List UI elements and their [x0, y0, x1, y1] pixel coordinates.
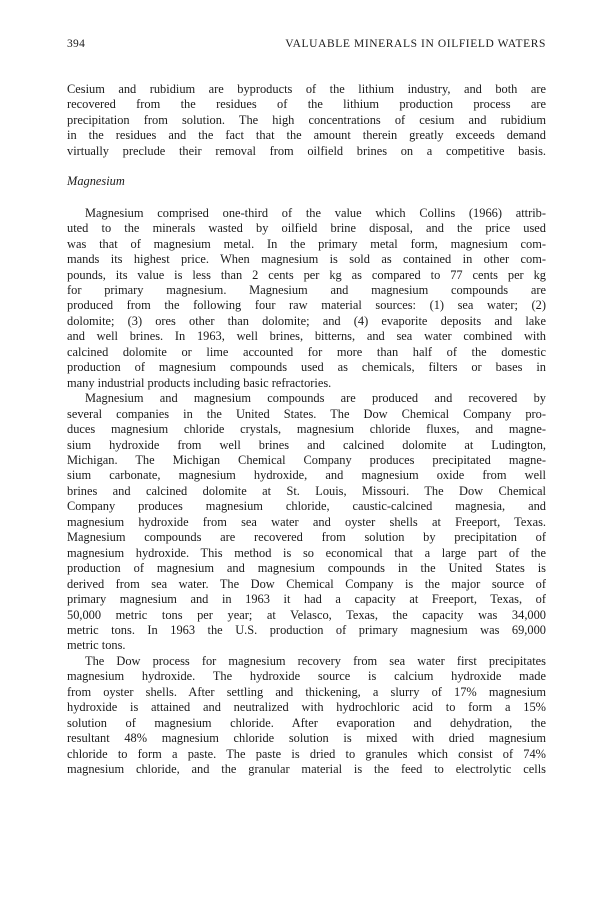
text-line: hydroxide is attained and neutralized with hydrochloric acid to form a 15%	[67, 700, 546, 715]
text-line: was that of magnesium metal. In the primary metal form, magnesium com-	[67, 236, 546, 251]
running-title: VALUABLE MINERALS IN OILFIELD WATERS	[285, 38, 546, 50]
text-line: Magnesium compounds are recovered from solution by precipitation of	[67, 530, 546, 545]
text-line: production of magnesium and magnesium compounds in the United States is	[67, 561, 546, 576]
text-line: metric tons.	[67, 638, 126, 653]
text-line: 50,000 metric tons per year; at Velasco, Texas, the capacity was 34,000	[67, 607, 546, 622]
text-line: chloride to form a paste. The paste is dried to granules which consist of 74%	[67, 746, 546, 761]
paragraph-cesium-rubidium	[67, 82, 546, 159]
text-line: magnesium chloride, and the granular material is the feed to electrolytic cells	[67, 762, 546, 777]
text-line: sium carbonate, magnesium hydroxide, and magnesium oxide from well	[67, 468, 546, 483]
text-line: pounds, its value is less than 2 cents per kg as compared to 77 cents per kg	[67, 267, 546, 282]
text-line: Cesium and rubidium are byproducts of the lithium industry, and both are	[67, 82, 546, 96]
text-line: Magnesium comprised one-third of the value which Collins (1966) attrib-	[85, 205, 546, 220]
text-line: precipitation from solution. The high concentrations of cesium and rubidium	[67, 112, 546, 127]
text-line: duces magnesium chloride crystals, magnesium chloride fluxes, and magne-	[67, 422, 546, 437]
text-line: from oyster shells. After settling and thickening, a slurry of 17% magnesium	[67, 684, 546, 699]
text-line: many industrial products including basic refractories.	[67, 375, 332, 390]
body-text	[67, 82, 546, 777]
text-line: sium hydroxide from well brines and calcined dolomite at Ludington,	[67, 437, 546, 452]
book-page	[67, 38, 546, 777]
paragraph-dow-process	[67, 654, 546, 778]
page-number: 394	[67, 38, 86, 50]
text-line: brines and calcined dolomite at St. Louis, Missouri. The Dow Chemical	[67, 483, 546, 498]
text-line: virtually preclude their removal from oilfield brines on a competitive basis.	[67, 143, 546, 158]
text-line: The Dow process for magnesium recovery from sea water first precipitates	[85, 653, 546, 668]
text-line: magnesium hydroxide. This method is so economical that a large part of the	[67, 545, 546, 560]
text-line: several companies in the United States. The Dow Chemical Company pro-	[67, 406, 546, 421]
text-line: resultant 48% magnesium chloride solution is mixed with dried magnesium	[67, 731, 546, 746]
text-line: produced from the following four raw material sources: (1) sea water; (2)	[67, 298, 546, 313]
text-line: mands its highest price. When magnesium is sold as contained in other com-	[67, 252, 546, 267]
text-line: primary magnesium and in 1963 it had a capacity at Freeport, Texas, of	[67, 592, 546, 607]
text-line: metric tons. In 1963 the U.S. production of primary magnesium was 69,000	[67, 622, 546, 637]
text-line: dolomite; (3) ores other than dolomite; and (4) evaporite deposits and lake	[67, 313, 546, 328]
text-line: in the residues and the fact that the amount therein greatly exceeds demand	[67, 128, 546, 143]
text-line: derived from sea water. The Dow Chemical Company is the major source of	[67, 576, 546, 591]
text-line: magnesium hydroxide from sea water and oyster shells at Freeport, Texas.	[67, 514, 546, 529]
paragraph-magnesium-producers	[67, 391, 546, 654]
paragraph-magnesium-value	[67, 206, 546, 391]
text-line: solution of magnesium chloride. After evaporation and dehydration, the	[67, 715, 546, 730]
page-header	[67, 38, 546, 54]
text-line: calcined dolomite or lime accounted for more than half of the domestic	[67, 344, 546, 359]
section-heading-magnesium: Magnesium	[67, 174, 125, 189]
text-line: and well brines. In 1963, well brines, bitterns, and sea water combined with	[67, 329, 546, 344]
text-line: Company produces magnesium chloride, caustic-calcined magnesia, and	[67, 499, 546, 514]
text-line: for primary magnesium. Magnesium and magnesium compounds are	[67, 282, 546, 297]
text-line: magnesium hydroxide. The hydroxide source is calcium hydroxide made	[67, 669, 546, 684]
text-line: production of magnesium compounds used as chemicals, filters or bases in	[67, 360, 546, 375]
text-line: uted to the minerals wasted by oilfield brine disposal, and the price used	[67, 221, 546, 236]
text-line: recovered from the residues of the lithium production process are	[67, 97, 546, 112]
text-line: Michigan. The Michigan Chemical Company produces precipitated magne-	[67, 452, 546, 467]
text-line: Magnesium and magnesium compounds are produced and recovered by	[85, 391, 546, 406]
